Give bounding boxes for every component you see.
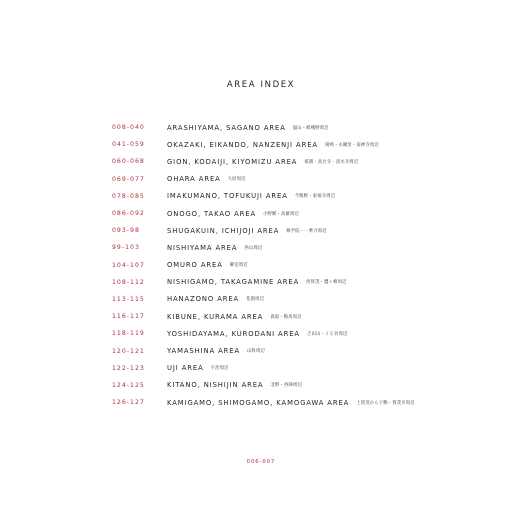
index-entry[interactable] (112, 239, 472, 256)
index-entry[interactable] (112, 325, 472, 342)
area-name-japanese: 小野郷・高雄周辺 (263, 211, 299, 217)
area-name-japanese: 北野・西陣周辺 (270, 383, 302, 389)
page-range: 086-092 (112, 210, 145, 218)
area-name-japanese: 西山周辺 (244, 245, 263, 251)
area-name: HANAZONO AREA (167, 295, 240, 304)
index-entry[interactable] (112, 205, 472, 222)
area-name-japanese: 山科周辺 (247, 349, 266, 355)
page-range: 069-077 (112, 175, 145, 183)
page-range: 093-98 (112, 227, 140, 235)
area-name: OHARA AREA (167, 175, 221, 184)
area-name-japanese: 岡崎・永観堂・南禅寺周辺 (324, 142, 379, 148)
page-range: 108-112 (112, 278, 145, 286)
area-name: ONOGO, TAKAO AREA (167, 209, 256, 218)
page-range: 104-107 (112, 261, 145, 269)
area-name-japanese: 今熊野・東福寺周辺 (294, 194, 336, 200)
page-range: 122-123 (112, 364, 145, 372)
index-entry[interactable] (112, 136, 472, 153)
index-entry[interactable] (112, 171, 472, 188)
area-name-japanese: 嵐山・嵯峨野周辺 (292, 125, 329, 131)
area-name: UJI AREA (167, 364, 204, 373)
page-range: 124-125 (112, 381, 145, 389)
area-name-japanese: 修学院・一乗寺周辺 (286, 228, 327, 234)
area-name: OMURO AREA (167, 261, 223, 270)
area-name: ARASHIYAMA, SAGANO AREA (167, 123, 286, 132)
index-entry[interactable] (112, 291, 472, 308)
area-name: IMAKUMANO, TOFUKUJI AREA (167, 192, 288, 201)
area-name: NISHIGAMO, TAKAGAMINE AREA (167, 278, 300, 287)
index-entry[interactable] (112, 360, 472, 377)
area-name-japanese: 大原周辺 (227, 177, 246, 183)
area-name-japanese: 花園周辺 (246, 297, 265, 303)
area-name: YAMASHINA AREA (167, 347, 241, 356)
area-name: NISHIYAMA AREA (167, 243, 238, 252)
page-range: 060-068 (112, 158, 145, 166)
page-number: 006-007 (246, 459, 276, 465)
index-entry[interactable] (112, 153, 472, 170)
page-range: 118-119 (112, 330, 145, 338)
page-range: 113-115 (112, 295, 145, 303)
area-name-japanese: 吉田山・くろ谷周辺 (306, 331, 348, 337)
index-entry[interactable] (112, 308, 472, 325)
page-range: 120-121 (112, 347, 145, 355)
index-entry[interactable] (112, 119, 472, 136)
area-name: KITANO, NISHIJIN AREA (167, 381, 264, 390)
area-name-japanese: 宇治周辺 (210, 366, 229, 372)
area-name-japanese: 上賀茂から下鴨・賀茂川周辺 (356, 400, 415, 406)
area-name: KAMIGAMO, SHIMOGAMO, KAMOGAWA AREA (167, 398, 350, 407)
area-name: KIBUNE, KURAMA AREA (167, 312, 264, 321)
index-entry[interactable] (112, 222, 472, 239)
page-range: 99-103 (112, 244, 140, 252)
index-entry[interactable] (112, 188, 472, 205)
index-entry[interactable] (112, 257, 472, 274)
area-index-list (112, 119, 472, 411)
page-range: 126-127 (112, 399, 145, 407)
area-name: OKAZAKI, EIKANDO, NANZENJI AREA (167, 140, 318, 149)
area-name: GION, KODAIJI, KIYOMIZU AREA (167, 157, 298, 166)
area-name-japanese: 西賀茂・鷹ヶ峰周辺 (306, 280, 347, 286)
page-range: 078-085 (112, 192, 145, 200)
page-range: 008-040 (112, 124, 145, 132)
index-entry[interactable] (112, 342, 472, 359)
page-range: 041-059 (112, 141, 145, 149)
area-name-japanese: 貴船・鞍馬周辺 (270, 314, 302, 320)
page-range: 116-117 (112, 313, 145, 321)
index-entry[interactable] (112, 274, 472, 291)
index-entry[interactable] (112, 394, 472, 411)
area-name-japanese: 御室周辺 (229, 263, 248, 269)
area-name-japanese: 祇園・高台寺・清水寺周辺 (304, 159, 359, 165)
page-title: AREA INDEX (226, 80, 296, 90)
index-entry[interactable] (112, 377, 472, 394)
area-name: SHUGAKUIN, ICHIJOJI AREA (167, 226, 280, 235)
area-name: YOSHIDAYAMA, KURODANI AREA (167, 329, 300, 338)
